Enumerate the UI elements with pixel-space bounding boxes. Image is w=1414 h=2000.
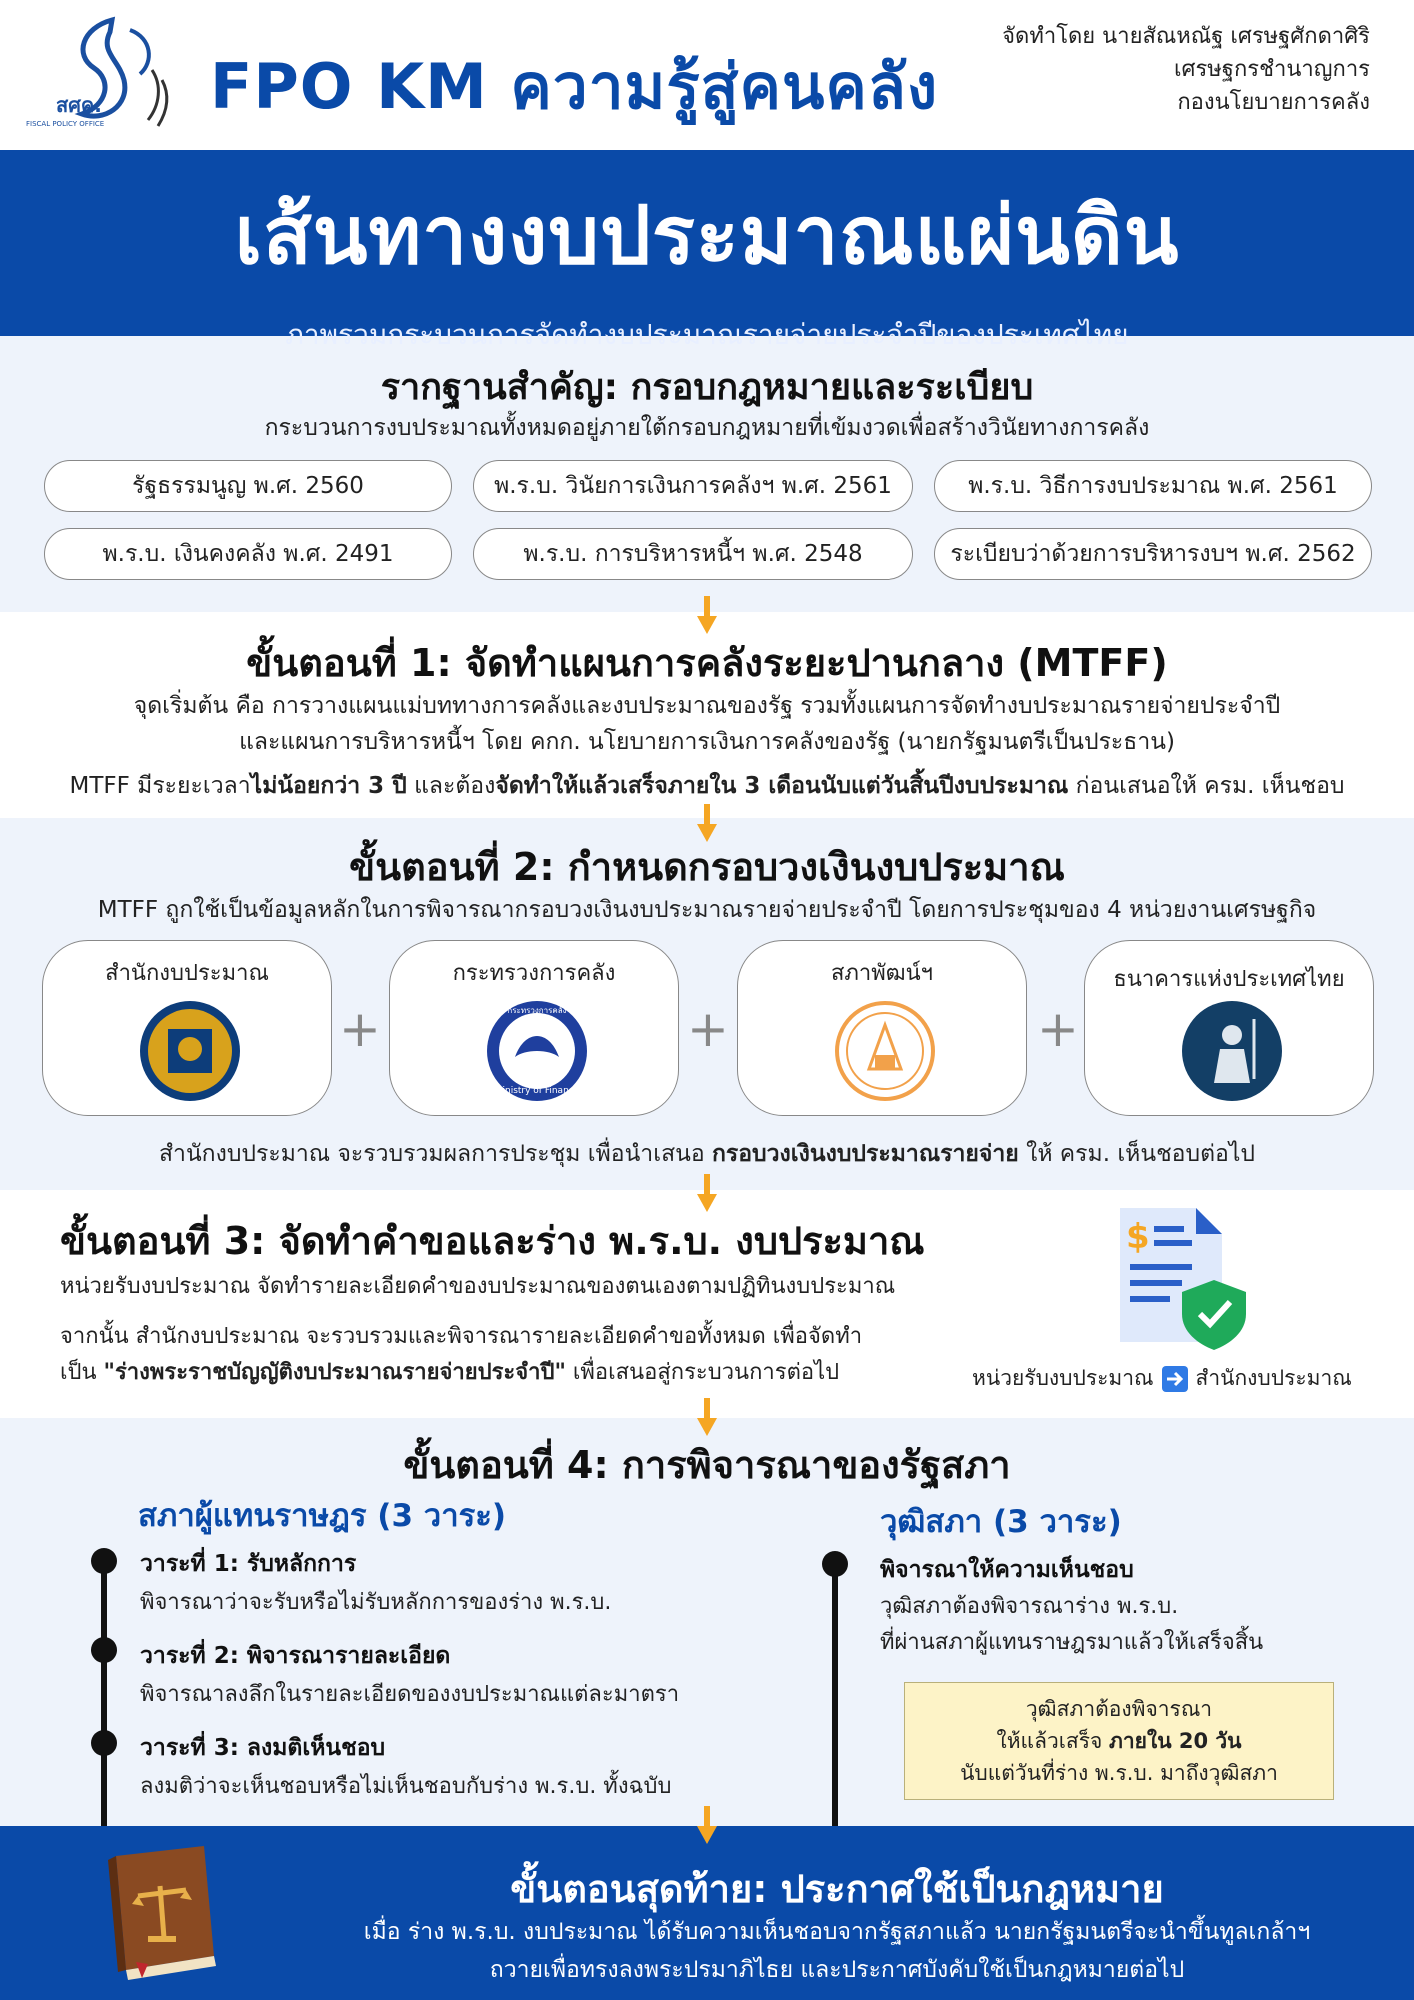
step3-desc: จากนั้น สำนักงบประมาณ จะรวบรวมและพิจารณารายละเอียดคำขอทั้งหมด เพื่อจัดทำ	[60, 1324, 863, 1349]
law-book-icon	[96, 1846, 224, 1980]
note-highlight: กรอบวงเงินงบประมาณรายจ่าย	[711, 1141, 1019, 1167]
desc-highlight: "ร่างพระราชบัญญัติงบประมาณรายจ่ายประจำปี"	[103, 1360, 566, 1385]
seal-text: Ministry of Finance	[494, 1086, 580, 1096]
arrow-right-icon	[1162, 1366, 1188, 1392]
senate-text: วุฒิสภาต้องพิจารณาร่าง พ.ร.บ.	[880, 1594, 1179, 1619]
law-pill: พ.ร.บ. วินัยการเงินการคลังฯ พ.ศ. 2561	[473, 460, 913, 512]
box-line: วุฒิสภาต้องพิจารณา	[1025, 1697, 1213, 1721]
agency-name: กระทรวงการคลัง	[452, 961, 616, 986]
page-title: เส้นทางงบประมาณแผ่นดิน	[234, 189, 1180, 282]
step1-note	[0, 768, 1414, 804]
note-text: ให้ ครม. เห็นชอบต่อไป	[1018, 1141, 1256, 1167]
credit-line: กองนโยบายการคลัง	[1177, 90, 1370, 115]
reading-text: พิจารณาลงลึกในรายละเอียดของงบประมาณแต่ละมาตรา	[140, 1682, 680, 1707]
note-text: MTFF มีระยะเวลา	[69, 773, 251, 799]
document-approved-icon	[1110, 1202, 1250, 1352]
note-highlight: ไม่น้อยกว่า 3 ปี	[250, 773, 407, 799]
agency-card	[389, 940, 679, 1116]
box-line	[905, 1725, 1333, 1757]
timeline-dot	[822, 1551, 848, 1577]
bank-of-thailand-seal-icon	[1180, 999, 1284, 1103]
house-timeline	[101, 1560, 107, 1826]
note-highlight: จัดทำให้แล้วเสร็จภายใน 3 เดือนนับแต่วันสิ้นปีงบประมาณ	[495, 773, 1069, 799]
final-title: ขั้นตอนสุดท้าย: ประกาศใช้เป็นกฎหมาย	[510, 1867, 1164, 1911]
logo-text: สศค.	[56, 93, 102, 117]
senate-title: วุฒิสภา (3 วาระ)	[880, 1504, 1122, 1540]
desc-text: เป็น	[60, 1360, 104, 1385]
credit-block	[1002, 20, 1370, 119]
step3-desc: หน่วยรับงบประมาณ จัดทำรายละเอียดคำของบประมาณของตนเองตามปฏิทินงบประมาณ	[60, 1274, 896, 1299]
law-pill: พ.ร.บ. เงินคงคลัง พ.ศ. 2491	[44, 528, 452, 580]
box-line: นับแต่วันที่ร่าง พ.ร.บ. มาถึงวุฒิสภา	[960, 1761, 1278, 1785]
step2-desc: MTFF ถูกใช้เป็นข้อมูลหลักในการพิจารณากรอบวงเงินงบประมาณรายจ่ายประจำปี โดยการประชุมของ 4 หน่วยงานเศรษฐกิจ	[97, 897, 1317, 923]
budget-bureau-seal-icon	[138, 999, 242, 1103]
law-pill: รัฐธรรมนูญ พ.ศ. 2560	[44, 460, 452, 512]
step2-note	[0, 1136, 1414, 1172]
law-pill: พ.ร.บ. วิธีการงบประมาณ พ.ศ. 2561	[934, 460, 1372, 512]
reading-heading: วาระที่ 1: รับหลักการ	[140, 1551, 357, 1577]
step3-desc	[60, 1354, 839, 1389]
timeline-dot	[91, 1637, 117, 1663]
flow-to: สำนักงบประมาณ	[1195, 1366, 1352, 1390]
law-pill: พ.ร.บ. การบริหารหนี้ฯ พ.ศ. 2548	[473, 528, 913, 580]
desc-text: เพื่อเสนอสู่กระบวนการต่อไป	[565, 1360, 840, 1385]
box-highlight: ภายใน 20 วัน	[1109, 1729, 1242, 1753]
svg-text:$: $	[1126, 1217, 1150, 1257]
note-text: สำนักงบประมาณ จะรวบรวมผลการประชุม เพื่อนำเสนอ	[158, 1141, 712, 1167]
senate-timeline	[832, 1568, 838, 1826]
logo-subtext: FISCAL POLICY OFFICE	[26, 120, 105, 128]
down-arrow-icon	[697, 596, 717, 634]
app-title: FPO KM ความรู้สู่คนคลัง	[210, 50, 939, 123]
seal-text: กระทรวงการคลัง	[507, 1006, 567, 1015]
credit-line: เศรษฐกรชำนาญการ	[1174, 57, 1370, 82]
box-text: ให้แล้วเสร็จ	[996, 1729, 1109, 1753]
step2-title: ขั้นตอนที่ 2: กำหนดกรอบวงเงินงบประมาณ	[349, 845, 1065, 889]
timeline-dot	[91, 1730, 117, 1756]
house-title: สภาผู้แทนราษฎร (3 วาระ)	[138, 1498, 507, 1534]
final-desc: เมื่อ ร่าง พ.ร.บ. งบประมาณ ได้รับความเห็นชอบจากรัฐสภาแล้ว นายกรัฐมนตรีจะนำขึ้นทูลเกล้าฯ	[363, 1919, 1311, 1945]
title-banner	[0, 150, 1414, 351]
page-subtitle: ภาพรวมกระบวนการจัดทำงบประมาณรายจ่ายประจำปีของประเทศไทย	[285, 318, 1129, 351]
reading-heading: วาระที่ 3: ลงมติเห็นชอบ	[140, 1735, 386, 1761]
ministry-of-finance-seal-icon	[485, 999, 589, 1103]
final-desc: ถวายเพื่อทรงลงพระปรมาภิไธย และประกาศบังคับใช้เป็นกฎหมายต่อไป	[489, 1957, 1185, 1983]
credit-line: จัดทำโดย นายสัณหณัฐ เศรษฐศักดาศิริ	[1002, 24, 1370, 49]
senate-text: ที่ผ่านสภาผู้แทนราษฎรมาแล้วให้เสร็จสิ้น	[880, 1630, 1264, 1655]
step3-title: ขั้นตอนที่ 3: จัดทำคำขอและร่าง พ.ร.บ. งบประมาณ	[60, 1219, 925, 1263]
plus-icon: +	[687, 1000, 729, 1058]
agency-name: ธนาคารแห่งประเทศไทย	[1113, 967, 1345, 992]
down-arrow-icon	[697, 1398, 717, 1436]
foundation-desc: กระบวนการงบประมาณทั้งหมดอยู่ภายใต้กรอบกฎหมายที่เข้มงวดเพื่อสร้างวินัยทางการคลัง	[264, 415, 1150, 441]
reading-heading: วาระที่ 2: พิจารณารายละเอียด	[140, 1643, 451, 1669]
nesdc-seal-icon	[833, 999, 937, 1103]
note-text: ก่อนเสนอให้ ครม. เห็นชอบ	[1068, 773, 1345, 799]
flow-from: หน่วยรับงบประมาณ	[972, 1366, 1154, 1390]
law-pill: ระเบียบว่าด้วยการบริหารงบฯ พ.ศ. 2562	[934, 528, 1372, 580]
fpo-logo	[12, 10, 182, 140]
agency-name: สำนักงบประมาณ	[105, 961, 269, 986]
step1-title: ขั้นตอนที่ 1: จัดทำแผนการคลังระยะปานกลาง (MTFF)	[246, 641, 1168, 685]
step4-title: ขั้นตอนที่ 4: การพิจารณาของรัฐสภา	[403, 1443, 1011, 1487]
agency-name: สภาพัฒน์ฯ	[830, 961, 934, 986]
agency-card	[1084, 940, 1374, 1116]
note-text: และต้อง	[406, 773, 496, 799]
senate-deadline-box	[904, 1682, 1334, 1800]
reading-text: พิจารณาว่าจะรับหรือไม่รับหลักการของร่าง พ.ร.บ.	[140, 1590, 612, 1615]
senate-heading: พิจารณาให้ความเห็นชอบ	[880, 1557, 1134, 1583]
step1-desc: จุดเริ่มต้น คือ การวางแผนแม่บททางการคลังและงบประมาณของรัฐ รวมทั้งแผนการจัดทำงบประมาณรายจ่ายประจำปี	[133, 693, 1281, 719]
plus-icon: +	[1037, 1000, 1079, 1058]
agency-card	[42, 940, 332, 1116]
agency-card	[737, 940, 1027, 1116]
foundation-title: รากฐานสำคัญ: กรอบกฎหมายและระเบียบ	[380, 367, 1034, 408]
down-arrow-icon	[697, 1806, 717, 1844]
plus-icon: +	[339, 1000, 381, 1058]
step3-flow	[972, 1362, 1352, 1395]
timeline-dot	[91, 1548, 117, 1574]
down-arrow-icon	[697, 1174, 717, 1212]
reading-text: ลงมติว่าจะเห็นชอบหรือไม่เห็นชอบกับร่าง พ.ร.บ. ทั้งฉบับ	[140, 1774, 672, 1799]
step1-desc: และแผนการบริหารหนี้ฯ โดย คกก. นโยบายการเงินการคลังของรัฐ (นายกรัฐมนตรีเป็นประธาน)	[239, 729, 1175, 755]
